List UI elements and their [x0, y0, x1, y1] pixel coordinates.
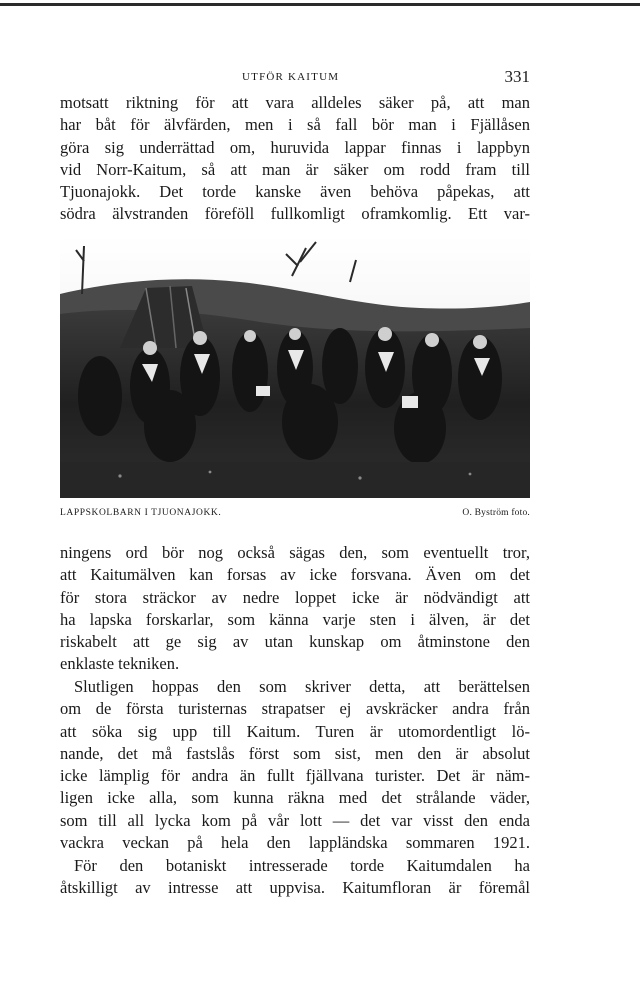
text-line: om de första turisternas strapatser ej avskräcker andra från: [60, 699, 530, 719]
text-line: Tjuonajokk. Det torde kanske även behöva påpekas, att: [60, 182, 530, 202]
photo-credit: O. Byström foto.: [462, 508, 530, 518]
text-line: vid Norr-Kaitum, så att man är säker om rodd fram till: [60, 159, 530, 179]
paragraph-middle: [60, 542, 530, 676]
figure-caption: [60, 508, 530, 522]
text-line: nande, det må fastslås först som sist, men den är absolut: [60, 743, 530, 763]
text-line: som till all lycka kom på vår lott — det var visst den enda: [60, 810, 530, 830]
text-line: icke lämplig för andra än fullt fjällvana turister. Det är näm-: [60, 766, 530, 786]
text-line: ligen icke alla, som kunna räkna med det strålande väder,: [60, 788, 530, 808]
text-line: för stora sträckor av nedre loppet icke är nödvändigt att: [60, 587, 530, 607]
text-line: enklaste tekniken.: [60, 654, 180, 674]
text-line: södra älvstranden föreföll fullkomligt oframkomlig. Ett var-: [60, 204, 530, 224]
text-line: har båt för älvfärden, men i så fall bör man i Fjällåsen: [60, 115, 530, 135]
text-line: riskabelt att ge sig av utan kunskap om åtminstone den: [60, 632, 530, 652]
text-line: För den botaniskt intresserade torde Kaitumdalen ha: [74, 856, 530, 875]
paragraph-top: [60, 92, 530, 226]
text-line: ha lapska forskarlar, som känna varje sten i älven, är det: [60, 609, 530, 629]
text-line: vackra veckan på hela den lappländska sommaren 1921.: [60, 833, 530, 853]
text-line: ningens ord bör nog också sägas den, som eventuellt tror,: [60, 543, 530, 562]
running-title: UTFÖR KAITUM: [242, 71, 340, 83]
photograph-school-children: [60, 236, 530, 498]
text-line: att söka sig upp till Kaitum. Turen är utomordentligt lö-: [60, 721, 530, 741]
text-line: motsatt riktning för att vara alldeles säker på, att man: [60, 93, 530, 112]
text-line: att Kaitumälven kan forsas av icke forsvana. Även om det: [60, 565, 530, 585]
paragraph-second: [60, 676, 530, 854]
running-head: [60, 68, 530, 88]
page-number: 331: [504, 67, 530, 86]
top-rule: [0, 3, 640, 6]
text-line: åtskilligt av intresse att uppvisa. Kaitumfloran är föremål: [60, 878, 530, 898]
text-line: göra sig underrättad om, huruvida lappar finnas i lappbyn: [60, 137, 530, 157]
caption-title: LAPPSKOLBARN I TJUONAJOKK.: [60, 508, 222, 518]
paragraph-third: [60, 855, 530, 900]
text-line: Slutligen hoppas den som skriver detta, att berättelsen: [74, 677, 530, 696]
